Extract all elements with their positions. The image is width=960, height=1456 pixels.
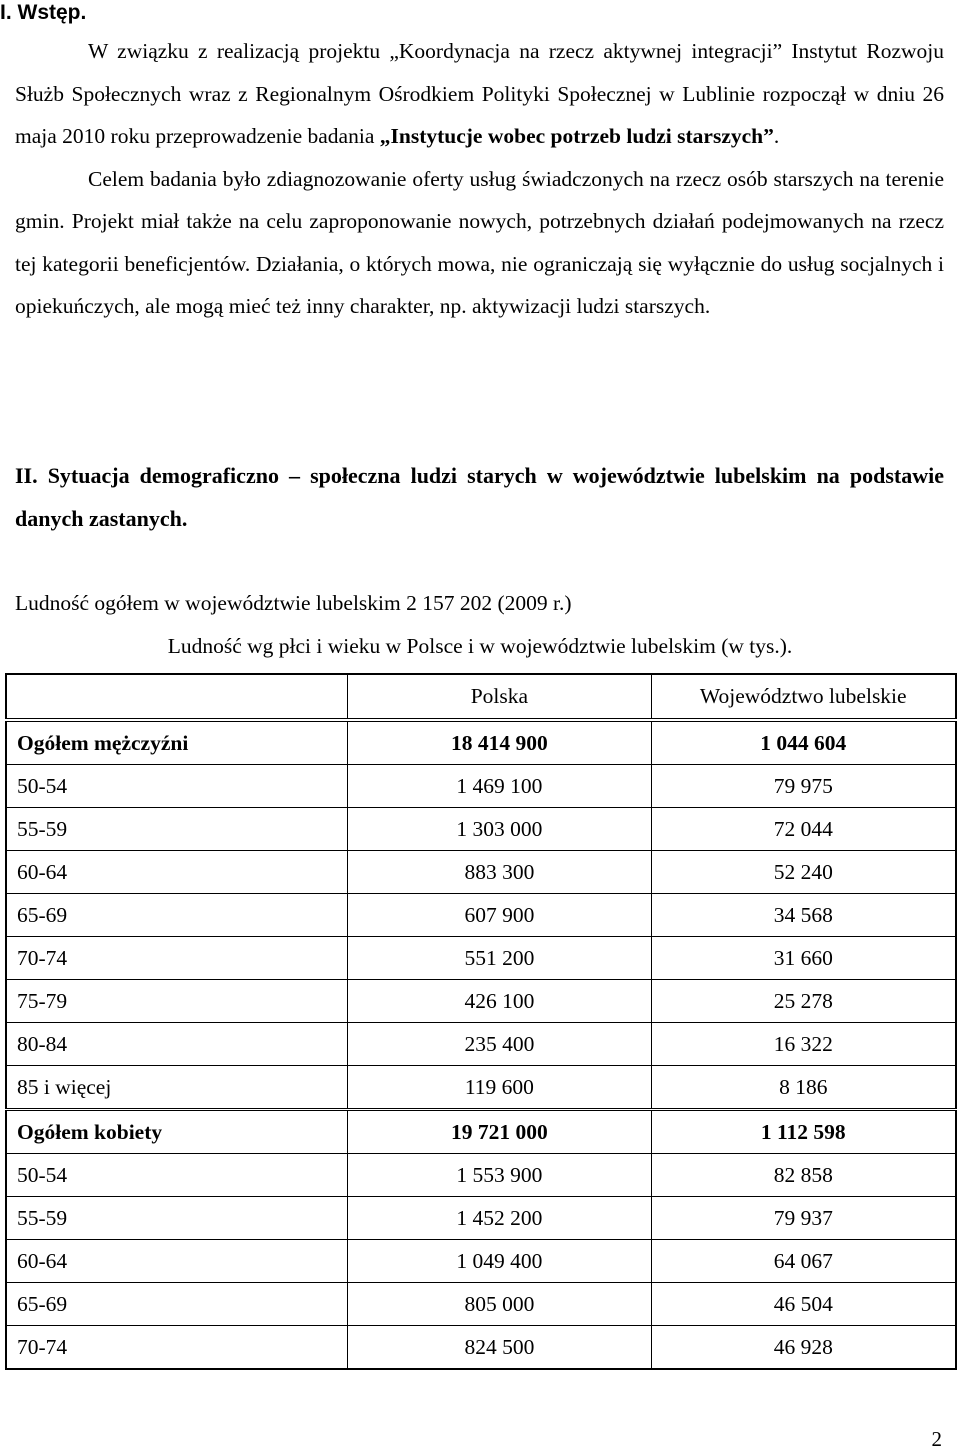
- value-polska: 19 721 000: [348, 1110, 651, 1154]
- table-row: [6, 1154, 956, 1197]
- value-polska: 805 000: [348, 1283, 651, 1326]
- value-lubelskie: 52 240: [651, 851, 956, 894]
- row-label: 75-79: [6, 980, 348, 1023]
- table-row: [6, 1326, 956, 1370]
- table-header-empty: [6, 674, 348, 720]
- row-label: 55-59: [6, 1197, 348, 1240]
- intro-paragraph-1-text: W związku z realizacją projektu „Koordynacja na rzecz aktywnej integracji” Instytut Rozwoju Służb Społecznych wraz z Regionalnym Ośrodkiem Polityki Społecznej w Lublinie rozpoczął w dniu 26 maja 2010 roku przeprowadzenie badania: [15, 39, 944, 148]
- value-polska: 1 303 000: [348, 808, 651, 851]
- value-lubelskie: 64 067: [651, 1240, 956, 1283]
- value-polska: 607 900: [348, 894, 651, 937]
- value-polska: 1 452 200: [348, 1197, 651, 1240]
- value-polska: 551 200: [348, 937, 651, 980]
- value-polska: 1 049 400: [348, 1240, 651, 1283]
- table-row: [6, 808, 956, 851]
- population-table: [5, 673, 957, 1370]
- row-label: 60-64: [6, 1240, 348, 1283]
- table-row: [6, 980, 956, 1023]
- table-row-women-total: [6, 1110, 956, 1154]
- value-lubelskie: 16 322: [651, 1023, 956, 1066]
- value-lubelskie: 1 112 598: [651, 1110, 956, 1154]
- row-label: 80-84: [6, 1023, 348, 1066]
- value-lubelskie: 31 660: [651, 937, 956, 980]
- table-row: [6, 765, 956, 808]
- study-title: „Instytucje wobec potrzeb ludzi starszych”: [379, 124, 774, 148]
- value-lubelskie: 46 928: [651, 1326, 956, 1370]
- table-row: [6, 937, 956, 980]
- value-polska: 119 600: [348, 1066, 651, 1110]
- table-row: [6, 1283, 956, 1326]
- value-polska: 235 400: [348, 1023, 651, 1066]
- row-label: 70-74: [6, 1326, 348, 1370]
- table-row: [6, 1066, 956, 1110]
- section-heading-intro: I. Wstęp.: [0, 1, 87, 24]
- row-label: 55-59: [6, 808, 348, 851]
- row-label: 65-69: [6, 1283, 348, 1326]
- population-total: Ludność ogółem w województwie lubelskim 2 157 202 (2009 r.): [15, 591, 572, 615]
- row-label: Ogółem kobiety: [6, 1110, 348, 1154]
- value-polska: 1 553 900: [348, 1154, 651, 1197]
- row-label: 70-74: [6, 937, 348, 980]
- section-heading-demography: II. Sytuacja demograficzno – społeczna ludzi starych w województwie lubelskim na podstawie danych zastanych.: [15, 463, 944, 531]
- table-row: [6, 1023, 956, 1066]
- row-label: 65-69: [6, 894, 348, 937]
- value-lubelskie: 79 975: [651, 765, 956, 808]
- value-lubelskie: 72 044: [651, 808, 956, 851]
- table-row: [6, 1240, 956, 1283]
- row-label: Ogółem mężczyźni: [6, 720, 348, 765]
- value-lubelskie: 8 186: [651, 1066, 956, 1110]
- value-polska: 883 300: [348, 851, 651, 894]
- table-row: [6, 851, 956, 894]
- row-label: 50-54: [6, 765, 348, 808]
- value-lubelskie: 79 937: [651, 1197, 956, 1240]
- intro-paragraph-2: Celem badania było zdiagnozowanie oferty usług świadczonych na rzecz osób starszych na terenie gmin. Projekt miał także na celu zaproponowanie nowych, potrzebnych działań podejmowanych na rzecz tej kategorii beneficjentów. Działania, o których mowa, nie ograniczają się wyłącznie do usług socjalnych i opiekuńczych, ale mogą mieć też inny charakter, np. aktywizacji ludzi starszych.: [15, 166, 944, 318]
- row-label: 60-64: [6, 851, 348, 894]
- intro-paragraph-1: [15, 30, 944, 158]
- value-lubelskie: 46 504: [651, 1283, 956, 1326]
- value-lubelskie: 34 568: [651, 894, 956, 937]
- table-header-row: [6, 674, 956, 720]
- table-header-polska: Polska: [348, 674, 651, 720]
- table-caption: Ludność wg płci i wieku w Polsce i w województwie lubelskim (w tys.).: [167, 634, 793, 658]
- table-row: [6, 1197, 956, 1240]
- row-label: 50-54: [6, 1154, 348, 1197]
- table-row: [6, 894, 956, 937]
- row-label: 85 i więcej: [6, 1066, 348, 1110]
- page-number: 2: [931, 1427, 942, 1451]
- value-polska: 426 100: [348, 980, 651, 1023]
- value-lubelskie: 25 278: [651, 980, 956, 1023]
- intro-text: [15, 30, 944, 328]
- value-lubelskie: 1 044 604: [651, 720, 956, 765]
- value-polska: 1 469 100: [348, 765, 651, 808]
- value-polska: 824 500: [348, 1326, 651, 1370]
- intro-paragraph-1-end: .: [773, 124, 780, 148]
- value-polska: 18 414 900: [348, 720, 651, 765]
- table-row-men-total: [6, 720, 956, 765]
- table-header-lubelskie: Województwo lubelskie: [651, 674, 956, 720]
- value-lubelskie: 82 858: [651, 1154, 956, 1197]
